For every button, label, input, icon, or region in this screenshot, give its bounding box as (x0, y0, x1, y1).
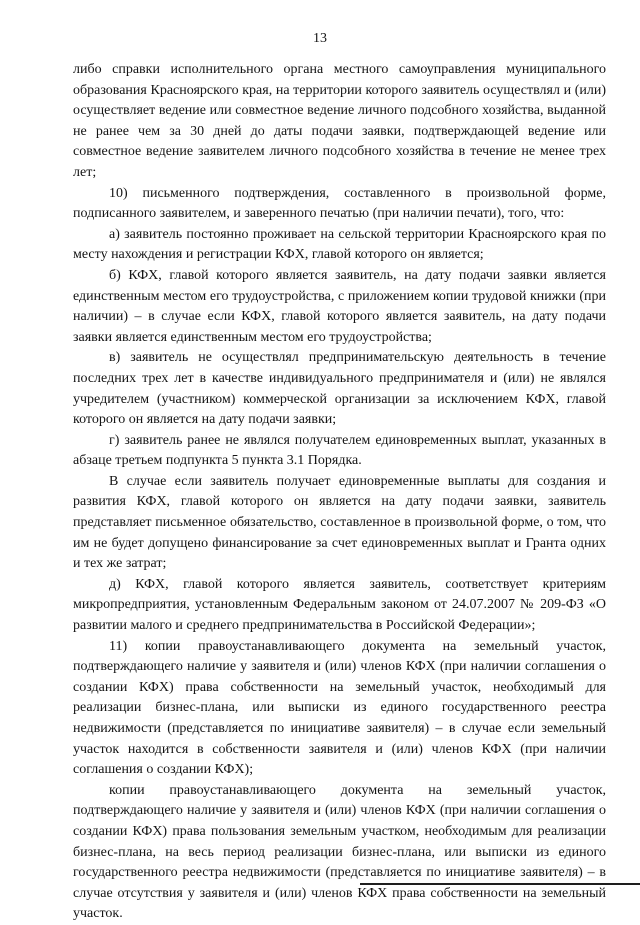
paragraph-subitem-b: б) КФХ, главой которого является заявитель, на дату подачи заявки является единственным местом его трудоустройства, с приложением копии трудовой книжки (при наличии) – в случае если КФХ, главой которого является заявитель, на дату подачи заявки является единственным местом его трудоустройства; (73, 267, 606, 345)
paragraph-subitem-a: а) заявитель постоянно проживает на сельской территории Красноярского края по месту нахождения и регистрации КФХ, главой которого он является; (73, 226, 606, 263)
document-body (73, 60, 606, 925)
paragraph-subitem-g: г) заявитель ранее не являлся получателем единовременных выплат, указанных в абзаце третьем подпункта 5 пункта 3.1 Порядка. (73, 432, 606, 469)
paragraph-payment-case: В случае если заявитель получает единовременные выплаты для создания и развития КФХ, главой которого он является на дату подачи заявки, заявитель представляет письменное обязательство, составленное в произвольной форме, о том, что им не будет допущено финансирование за счет единовременных выплат и Гранта одних и тех же затрат; (73, 473, 606, 572)
paragraph-subitem-d: д) КФХ, главой которого является заявитель, соответствует критериям микропредприятия, установленным Федеральным законом от 24.07.2007 № 209-ФЗ «О развитии малого и среднего предпринимательства в Российской Федерации»; (73, 576, 606, 634)
paragraph-land-use-copies: копии правоустанавливающего документа на земельный участок, подтверждающего наличие у заявителя и (или) членов КФХ (при наличии соглашения о создании КФХ) права пользования земельным участком, необходимым для реализации бизнес-плана, на весь период реализации бизнес-плана, или выписки из единого государственного реестра недвижимости (представляется по инициативе заявителя) – в случае отсутствия у заявителя и (или) членов КФХ права собственности на земельный участок. (73, 782, 606, 922)
bottom-scan-line (360, 883, 640, 885)
page-number: 13 (313, 31, 327, 46)
paragraph-item-10: 10) письменного подтверждения, составленного в произвольной форме, подписанного заявителем, и заверенного печатью (при наличии печати), того, что: (73, 185, 606, 222)
paragraph-subitem-v: в) заявитель не осуществлял предпринимательскую деятельность в течение последних трех лет в качестве индивидуального предпринимателя и (или) не являлся учредителем (участником) коммерческой организации за исключением КФХ, главой которого он является на дату подачи заявки; (73, 350, 606, 428)
paragraph-item-11: 11) копии правоустанавливающего документа на земельный участок, подтверждающего наличие у заявителя и (или) членов КФХ (при наличии соглашения о создании КФХ) права собственности на земельный участок, необходимый для реализации бизнес-плана, или выписки из единого государственного реестра недвижимости (представляется по инициативе заявителя) – в случае если земельный участок находится в собственности заявителя и (или) членов КФХ (при наличии соглашения о создании КФХ); (73, 638, 606, 778)
paragraph-continuation: либо справки исполнительного органа местного самоуправления муниципального образования Красноярского края, на территории которого заявитель осуществлял и (или) осуществляет ведение или совместное ведение личного подсобного хозяйства, выданной не ранее чем за 30 дней до даты подачи заявки, подтверждающей ведение или совместное ведение заявителем личного подсобного хозяйства в течение не менее трех лет; (73, 62, 606, 180)
